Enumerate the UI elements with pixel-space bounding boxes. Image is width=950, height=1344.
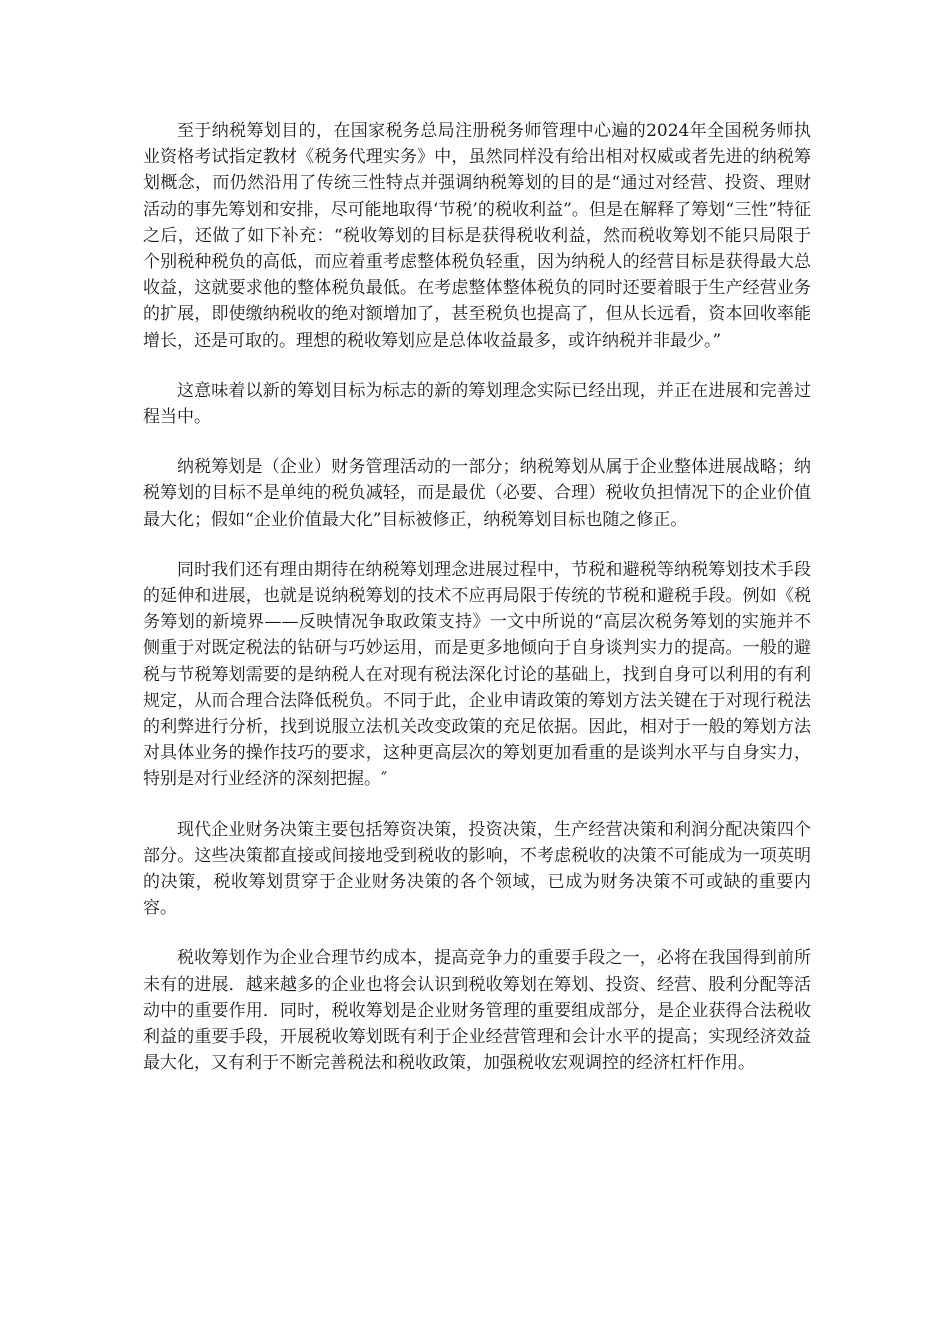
paragraph-5: 现代企业财务决策主要包括筹资决策，投资决策，生产经营决策和利润分配决策四个部分。这些决策都直接或间接地受到税收的影响，不考虑税收的决策不可能成为一项英明的决策，税收筹划贯穿于企业财务决策的各个领域，已成为财务决策不可或缺的重要内容。 [143, 819, 811, 919]
paragraph-3: 纳税筹划是（企业）财务管理活动的一部分；纳税筹划从属于企业整体进展战略；纳税筹划的目标不是单纯的税负减轻，而是最优（必要、合理）税收负担情况下的企业价值最大化；假如“企业价值最大化”目标被修正，纳税筹划目标也随之修正。 [143, 457, 811, 530]
paragraph-1: 至于纳税筹划目的，在国家税务总局注册税务师管理中心遍的2024年全国税务师执业资格考试指定教材《税务代理实务》中，虽然同样没有给出相对权威或者先进的纳税筹划概念，而仍然沿用了传统三性特点并强调纳税筹划的目的是“通过对经营、投资、理财活动的事先筹划和安排，尽可能地取得‘节税’的税收利益”。但是在解释了筹划“三性”特征之后，还做了如下补充：“税收筹划的目标是获得税收利益，然而税收筹划不能只局限于个别税种税负的高低，而应着重考虑整体税负轻重，因为纳税人的经营目标是获得最大总收益，这就要求他的整体税负最低。在考虑整体整体税负的同时还要着眼于生产经营业务的扩展，即使缴纳税收的绝对额增加了，甚至税负也提高了，但从长远看，资本回收率能增长，还是可取的。理想的税收筹划应是总体收益最多，或许纳税并非最少。” [143, 121, 811, 351]
paragraph-2: 这意味着以新的筹划目标为标志的新的筹划理念实际已经出现，并正在进展和完善过程当中。 [143, 380, 811, 428]
paragraph-6: 税收筹划作为企业合理节约成本，提高竞争力的重要手段之一，必将在我国得到前所未有的进展．越来越多的企业也将会认识到税收筹划在筹划、投资、经营、股利分配等活动中的重要作用．同时，税收筹划是企业财务管理的重要组成部分，是企业获得合法税收利益的重要手段，开展税收筹划既有利于企业经营管理和会计水平的提高；实现经济效益最大化，又有利于不断完善税法和税收政策，加强税收宏观调控的经济杠杆作用。 [143, 948, 811, 1074]
document-body [143, 118, 811, 1101]
paragraph-4: 同时我们还有理由期待在纳税筹划理念进展过程中，节税和避税等纳税筹划技术手段的延伸和进展，也就是说纳税筹划的技术不应再局限于传统的节税和避税手段。例如《税务筹划的新境界——反映情况争取政策支持》一文中所说的“高层次税务筹划的实施并不侧重于对既定税法的钻研与巧妙运用，而是更多地倾向于自身谈判实力的提高。一般的避税与节税筹划需要的是纳税人在对现有税法深化讨论的基础上，找到自身可以利用的有利规定，从而合理合法降低税负。不同于此，企业申请政策的筹划方法关键在于对现行税法的利弊进行分析，找到说服立法机关改变政策的充足依据。因此，相对于一般的筹划方法对具体业务的操作技巧的要求，这种更高层次的筹划更加看重的是谈判水平与自身实力，特别是对行业经济的深刻把握。″ [143, 559, 811, 790]
